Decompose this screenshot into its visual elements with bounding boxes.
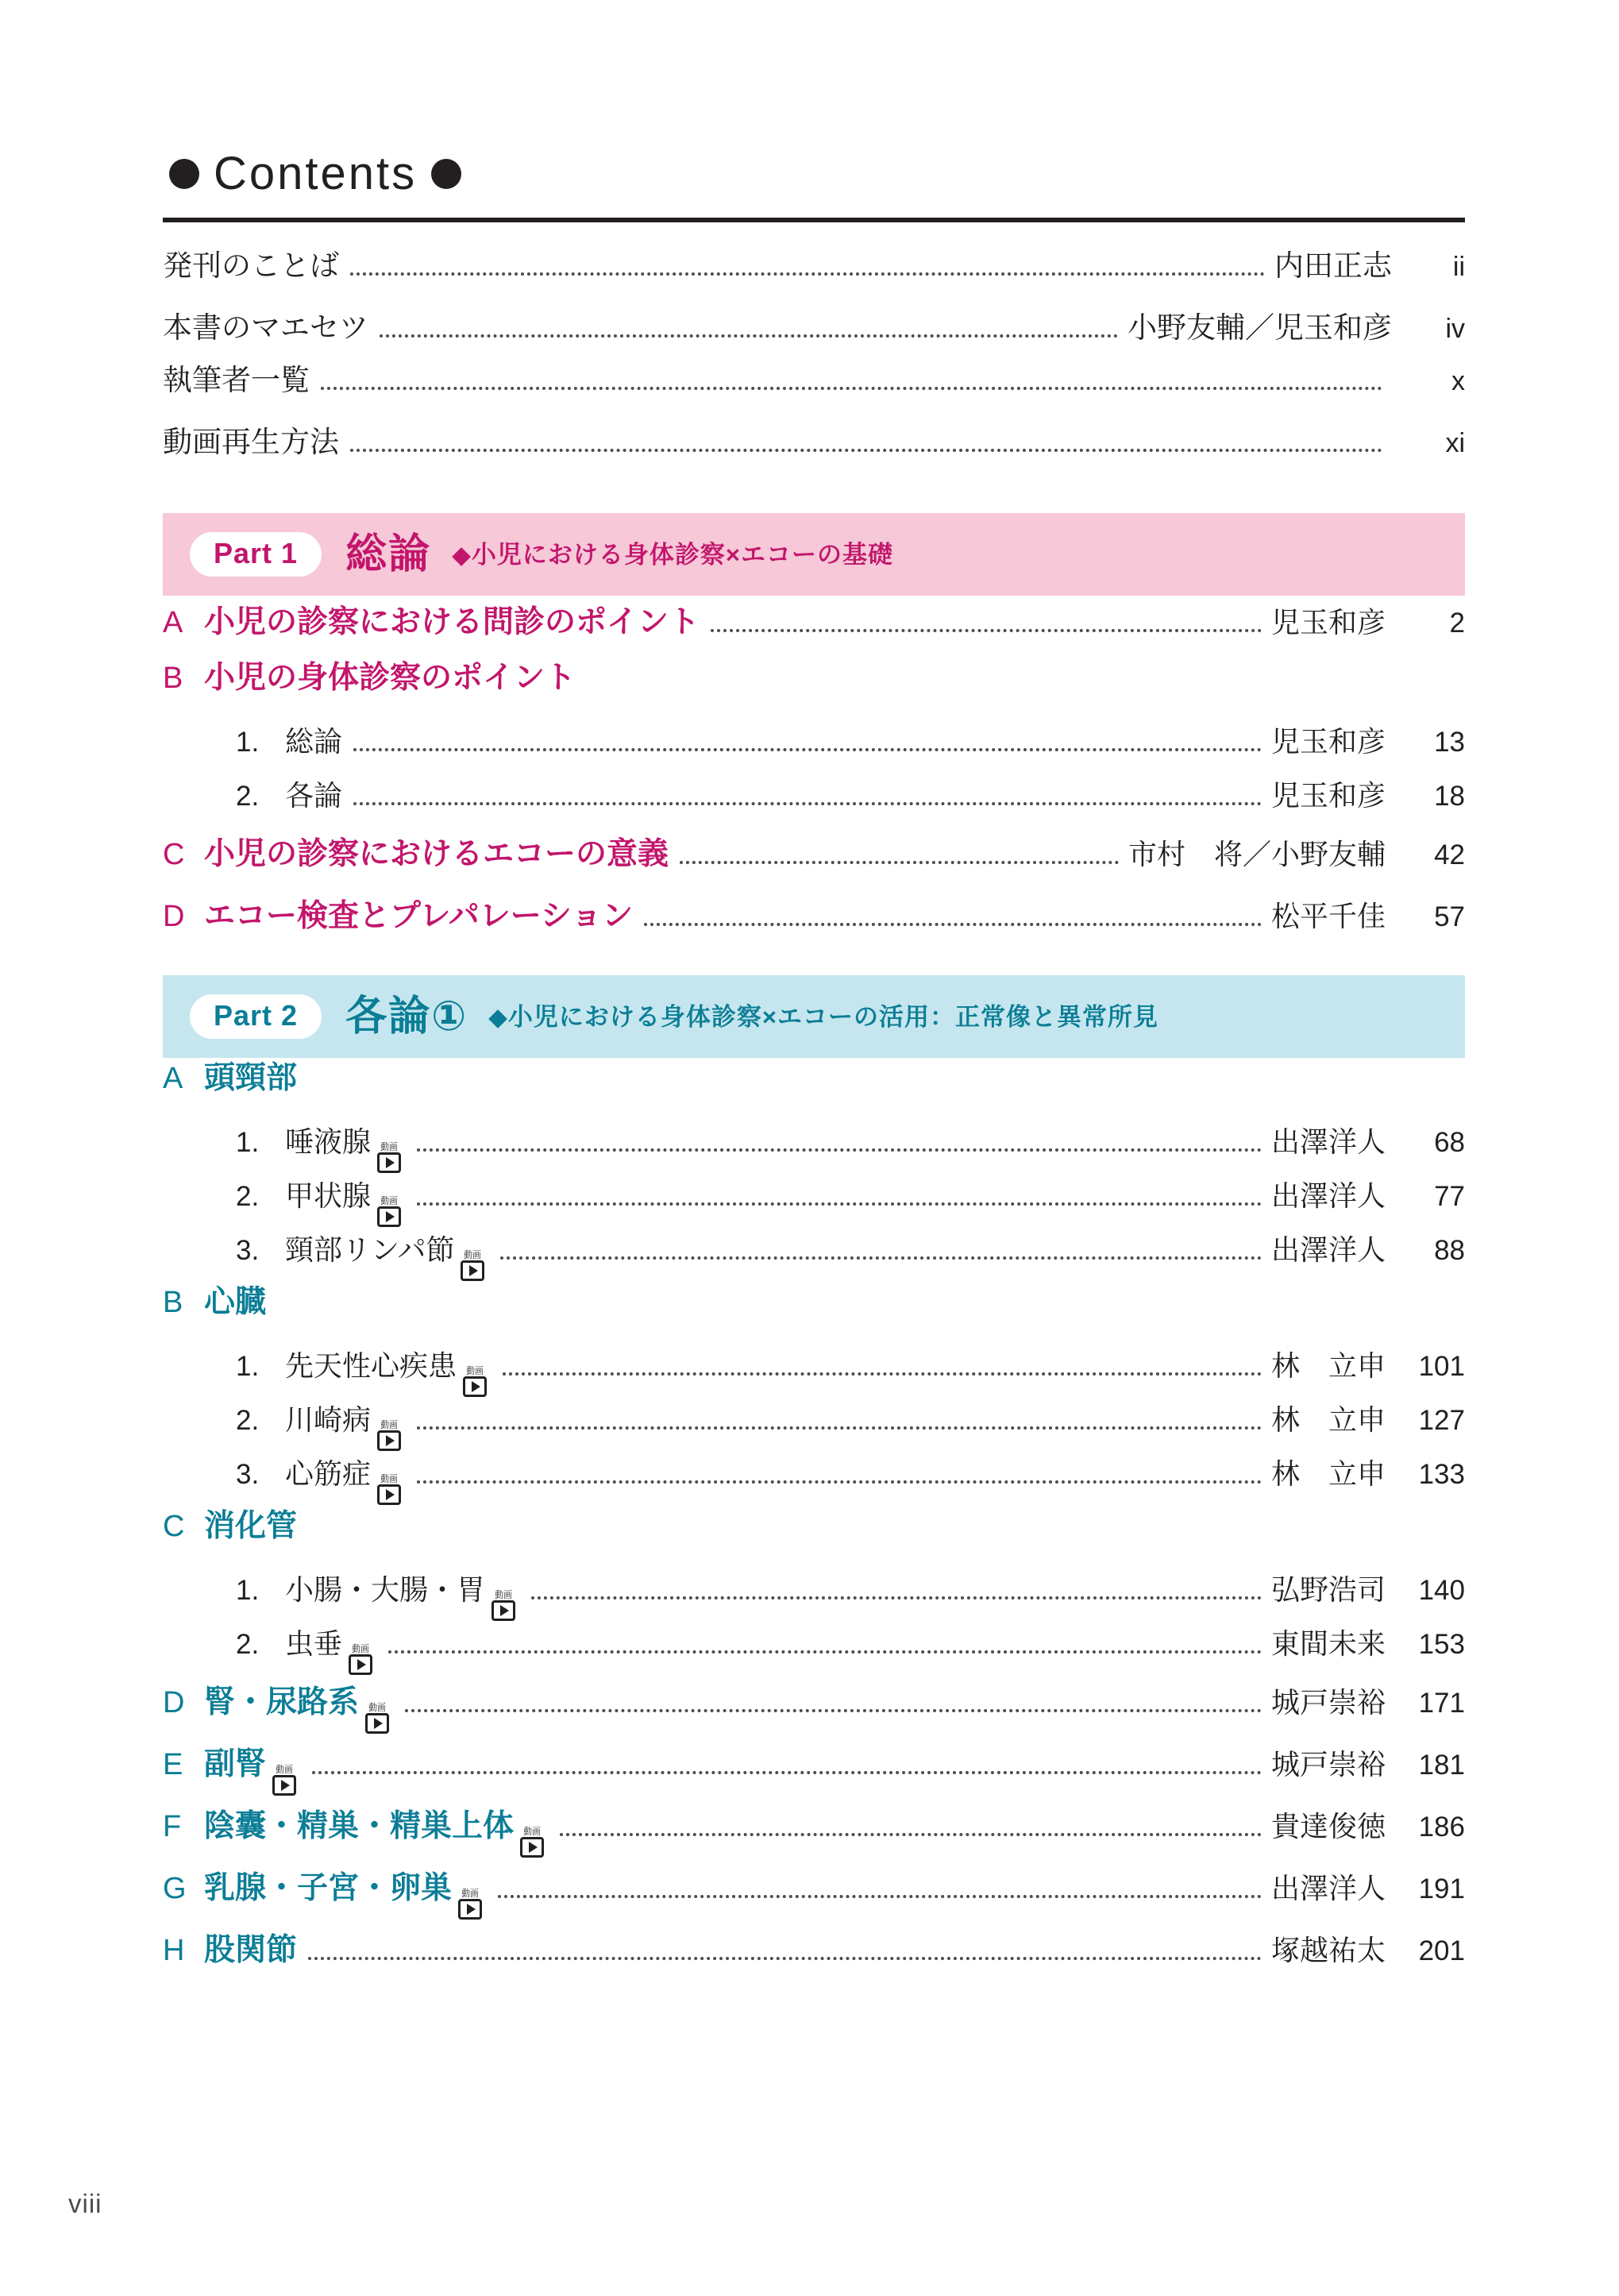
entry-author: 出澤洋人 (1270, 1872, 1386, 1904)
entry-label: 本書のマエセツ (163, 311, 368, 344)
entry-author: 林 立申 (1270, 1349, 1386, 1382)
toc-entry-p2-B-1[interactable] (163, 1344, 1465, 1398)
entry-page: 2 (1449, 608, 1465, 639)
part-name-label: 各論① (345, 994, 468, 1040)
toc-entry-p2-C-2[interactable] (163, 1622, 1465, 1676)
entry-author: 内田正志 (1274, 249, 1392, 282)
leader-dots (498, 1895, 1262, 1898)
video-icon-caption: 動画 (276, 1764, 293, 1775)
entry-author: 出澤洋人 (1270, 1125, 1386, 1158)
section-letter: F (163, 1810, 182, 1843)
section-letter: A (163, 606, 183, 639)
play-triangle-icon (529, 1842, 538, 1853)
section-title: 股関節 (204, 1933, 298, 1967)
page-folio: viii (68, 2189, 102, 2218)
play-triangle-icon (500, 1605, 509, 1616)
toc-entry-p2-A-1[interactable] (163, 1120, 1465, 1174)
entry-page: 140 (1418, 1575, 1465, 1606)
video-icon-box (377, 1484, 401, 1505)
entry-page: 57 (1434, 901, 1465, 932)
sub-number: 2. (236, 781, 260, 812)
section-letter: D (163, 900, 185, 933)
entry-page: 186 (1418, 1812, 1465, 1843)
play-triangle-icon (386, 1489, 395, 1500)
toc-entry-p2-A[interactable] (163, 1063, 1465, 1120)
section-letter: C (163, 838, 185, 871)
toc-content (163, 148, 1465, 1985)
sub-title: 唾液腺 (285, 1125, 372, 1158)
entry-page: x (1451, 366, 1465, 396)
leader-dots (388, 1650, 1262, 1654)
video-icon-box (349, 1654, 372, 1675)
play-triangle-icon (386, 1211, 395, 1222)
entry-author: 城戸崇裕 (1270, 1748, 1386, 1781)
section-letter: G (163, 1872, 187, 1905)
entry-author: 出澤洋人 (1270, 1179, 1386, 1212)
video-icon[interactable] (272, 1765, 296, 1796)
section-title: 小児の診察における問診のポイント (204, 605, 700, 639)
toc-entry-p2-B-3[interactable] (163, 1452, 1465, 1506)
toc-entry-p2-B[interactable] (163, 1287, 1465, 1344)
toc-entry-front-0[interactable] (163, 241, 1465, 303)
video-icon[interactable] (377, 1475, 401, 1505)
video-icon-caption: 動画 (461, 1888, 479, 1899)
video-icon-box (272, 1775, 296, 1796)
section-letter: D (163, 1686, 185, 1719)
play-triangle-icon (467, 1904, 476, 1915)
play-triangle-icon (386, 1435, 395, 1446)
leader-dots (711, 629, 1262, 632)
entry-author: 城戸崇裕 (1270, 1686, 1386, 1719)
section-title: エコー検査とプレパレーション (204, 899, 634, 933)
video-icon[interactable] (491, 1591, 515, 1621)
video-icon-caption: 動画 (352, 1643, 369, 1654)
play-triangle-icon (386, 1157, 395, 1168)
toc-entry-p2-A-2[interactable] (163, 1174, 1465, 1228)
video-icon-box (461, 1260, 484, 1281)
part-banner-2 (163, 975, 1465, 1058)
entry-author: 林 立申 (1270, 1457, 1386, 1490)
page-title: Contents (214, 148, 418, 199)
section-title: 副腎 (204, 1747, 267, 1781)
entry-author: 児玉和彦 (1270, 606, 1386, 639)
video-icon-caption: 動画 (466, 1365, 484, 1376)
video-icon-box (377, 1152, 401, 1173)
sub-number: 2. (236, 1181, 260, 1212)
leader-dots (680, 861, 1119, 864)
leader-dots (350, 449, 1382, 452)
sub-title: 心筋症 (285, 1457, 372, 1490)
sub-title: 各論 (285, 779, 343, 812)
section-letter: C (163, 1510, 185, 1543)
entry-page: 68 (1434, 1127, 1465, 1158)
entry-author: 小野友輔／児玉和彦 (1128, 311, 1392, 344)
part-2-entries (163, 1063, 1465, 1985)
video-icon-box (463, 1376, 487, 1397)
sub-number: 1. (236, 1575, 260, 1606)
entry-author: 貴達俊徳 (1270, 1810, 1386, 1843)
section-title: 小児の診察におけるエコーの意義 (204, 837, 669, 871)
section-title: 消化管 (204, 1509, 298, 1543)
sub-title: 頸部リンパ節 (285, 1233, 455, 1266)
video-icon[interactable] (520, 1827, 544, 1858)
section-title: 小児の身体診察のポイント (204, 661, 576, 695)
toc-entry-front-3[interactable] (163, 427, 1465, 489)
front-matter-list (163, 241, 1465, 489)
entry-page: 42 (1434, 839, 1465, 870)
video-icon-caption: 動画 (380, 1419, 398, 1430)
header-divider (163, 218, 1465, 222)
leader-dots (405, 1709, 1262, 1712)
video-icon-box (458, 1899, 482, 1920)
entry-page: 77 (1434, 1181, 1465, 1212)
leader-dots (353, 802, 1262, 805)
video-icon-box (377, 1430, 401, 1451)
video-icon-caption: 動画 (495, 1589, 512, 1600)
entry-page: ii (1452, 252, 1465, 282)
sub-number: 2. (236, 1405, 260, 1436)
toc-entry-p1-C[interactable] (163, 832, 1465, 889)
play-triangle-icon (281, 1780, 290, 1791)
video-icon-box (365, 1713, 389, 1734)
section-letter: E (163, 1748, 183, 1781)
leader-dots (417, 1148, 1262, 1152)
toc-entry-p1-B-2[interactable] (163, 774, 1465, 828)
video-icon-caption: 動画 (523, 1826, 541, 1837)
sub-number: 3. (236, 1459, 260, 1490)
leader-dots (308, 1957, 1262, 1960)
entry-author: 出澤洋人 (1270, 1233, 1386, 1266)
video-icon-caption: 動画 (380, 1473, 398, 1484)
video-icon-box (377, 1206, 401, 1227)
entry-page: xi (1445, 428, 1465, 458)
section-title: 乳腺・子宮・卵巣 (204, 1871, 453, 1905)
sub-number: 3. (236, 1235, 260, 1266)
part-chip-label: Part 1 (190, 532, 322, 577)
entry-author: 塚越祐太 (1270, 1934, 1386, 1966)
leader-dots (417, 1426, 1262, 1430)
toc-entry-p1-B[interactable] (163, 662, 1465, 720)
leader-dots (500, 1256, 1262, 1260)
entry-page: 127 (1418, 1405, 1465, 1436)
entry-author: 弘野浩司 (1270, 1573, 1386, 1606)
entry-page: 171 (1418, 1688, 1465, 1719)
toc-entry-p2-E[interactable] (163, 1742, 1465, 1800)
sub-title: 川崎病 (285, 1403, 372, 1436)
leader-dots (321, 387, 1382, 390)
entry-page: iv (1445, 314, 1465, 344)
entry-author: 林 立申 (1270, 1403, 1386, 1436)
section-title: 陰囊・精巣・精巣上体 (204, 1809, 515, 1843)
sub-number: 2. (236, 1629, 260, 1660)
entry-page: 181 (1418, 1750, 1465, 1781)
entry-label: 動画再生方法 (163, 426, 339, 458)
video-icon[interactable] (377, 1143, 401, 1173)
video-icon[interactable] (349, 1645, 372, 1675)
video-icon-caption: 動画 (368, 1702, 386, 1713)
video-icon[interactable] (365, 1704, 389, 1734)
toc-entry-p2-D[interactable] (163, 1681, 1465, 1738)
video-icon-box (520, 1837, 544, 1858)
leader-dots (417, 1202, 1262, 1206)
leader-dots (417, 1480, 1262, 1484)
sub-number: 1. (236, 1351, 260, 1382)
entry-label: 執筆者一覧 (163, 364, 310, 396)
sub-title: 小腸・大腸・胃 (285, 1573, 486, 1606)
part-name-label: 総論 (345, 531, 432, 577)
section-title: 心臓 (204, 1285, 267, 1319)
part-banner-1 (163, 513, 1465, 596)
video-icon-caption: 動画 (464, 1249, 482, 1260)
toc-entry-front-1[interactable] (163, 303, 1465, 365)
entry-label: 発刊のことば (163, 249, 339, 282)
play-triangle-icon (472, 1381, 480, 1392)
toc-entry-front-2[interactable] (163, 365, 1465, 427)
play-triangle-icon (357, 1659, 366, 1670)
bullet-right-icon (431, 159, 461, 189)
entry-author: 児玉和彦 (1270, 779, 1386, 812)
section-letter: H (163, 1934, 185, 1967)
toc-entry-p2-C-1[interactable] (163, 1568, 1465, 1622)
entry-page: 153 (1418, 1629, 1465, 1660)
toc-entry-p2-G[interactable] (163, 1866, 1465, 1924)
leader-dots (644, 923, 1262, 926)
entry-page: 13 (1434, 727, 1465, 758)
video-icon-box (491, 1600, 515, 1621)
entry-author: 児玉和彦 (1270, 725, 1386, 758)
video-icon[interactable] (463, 1367, 487, 1397)
leader-dots (503, 1372, 1262, 1376)
entry-page: 101 (1418, 1351, 1465, 1382)
toc-entry-p2-H[interactable] (163, 1928, 1465, 1985)
leader-dots (350, 272, 1265, 276)
toc-entry-p1-D[interactable] (163, 894, 1465, 951)
toc-entry-p2-A-3[interactable] (163, 1228, 1465, 1282)
section-title: 頭頸部 (204, 1061, 298, 1095)
section-letter: B (163, 662, 183, 695)
toc-entry-p1-B-1[interactable] (163, 720, 1465, 774)
entry-page: 18 (1434, 781, 1465, 812)
entry-author: 松平千佳 (1270, 900, 1386, 932)
sub-number: 1. (236, 1127, 260, 1158)
sub-title: 甲状腺 (285, 1179, 372, 1212)
video-icon[interactable] (458, 1889, 482, 1920)
leader-dots (312, 1771, 1262, 1774)
bullet-left-icon (169, 159, 199, 189)
sub-title: 虫垂 (285, 1627, 343, 1660)
section-letter: B (163, 1286, 183, 1319)
leader-dots (531, 1596, 1262, 1599)
section-letter: A (163, 1062, 183, 1095)
part-subtitle-label: ◆小児における身体診察×エコーの活用：正常像と異常所見 (488, 1002, 1159, 1031)
sub-title: 先天性心疾患 (285, 1349, 457, 1382)
part-subtitle-label: ◆小児における身体診察×エコーの基礎 (452, 540, 894, 569)
entry-page: 191 (1418, 1873, 1465, 1904)
play-triangle-icon (374, 1718, 383, 1729)
video-icon-caption: 動画 (380, 1195, 398, 1206)
entry-page: 88 (1434, 1235, 1465, 1266)
entry-author: 東間未来 (1270, 1627, 1386, 1660)
leader-dots (560, 1833, 1262, 1836)
leader-dots (353, 748, 1262, 751)
video-icon[interactable] (377, 1197, 401, 1227)
video-icon[interactable] (461, 1251, 484, 1281)
leader-dots (380, 334, 1118, 338)
video-icon[interactable] (377, 1421, 401, 1451)
play-triangle-icon (469, 1265, 478, 1276)
sub-title: 総論 (285, 725, 343, 758)
section-title: 腎・尿路系 (204, 1685, 360, 1719)
toc-entry-p2-B-2[interactable] (163, 1398, 1465, 1452)
toc-entry-p2-C[interactable] (163, 1511, 1465, 1568)
part-chip-label: Part 2 (190, 994, 322, 1039)
entry-page: 201 (1418, 1935, 1465, 1966)
toc-entry-p1-A[interactable] (163, 600, 1465, 658)
entry-page: 133 (1418, 1459, 1465, 1490)
contents-header (163, 148, 1465, 199)
entry-author: 市村 将／小野友輔 (1128, 838, 1386, 870)
part-1-entries (163, 600, 1465, 951)
sub-number: 1. (236, 727, 260, 758)
video-icon-caption: 動画 (380, 1141, 398, 1152)
toc-entry-p2-F[interactable] (163, 1804, 1465, 1862)
